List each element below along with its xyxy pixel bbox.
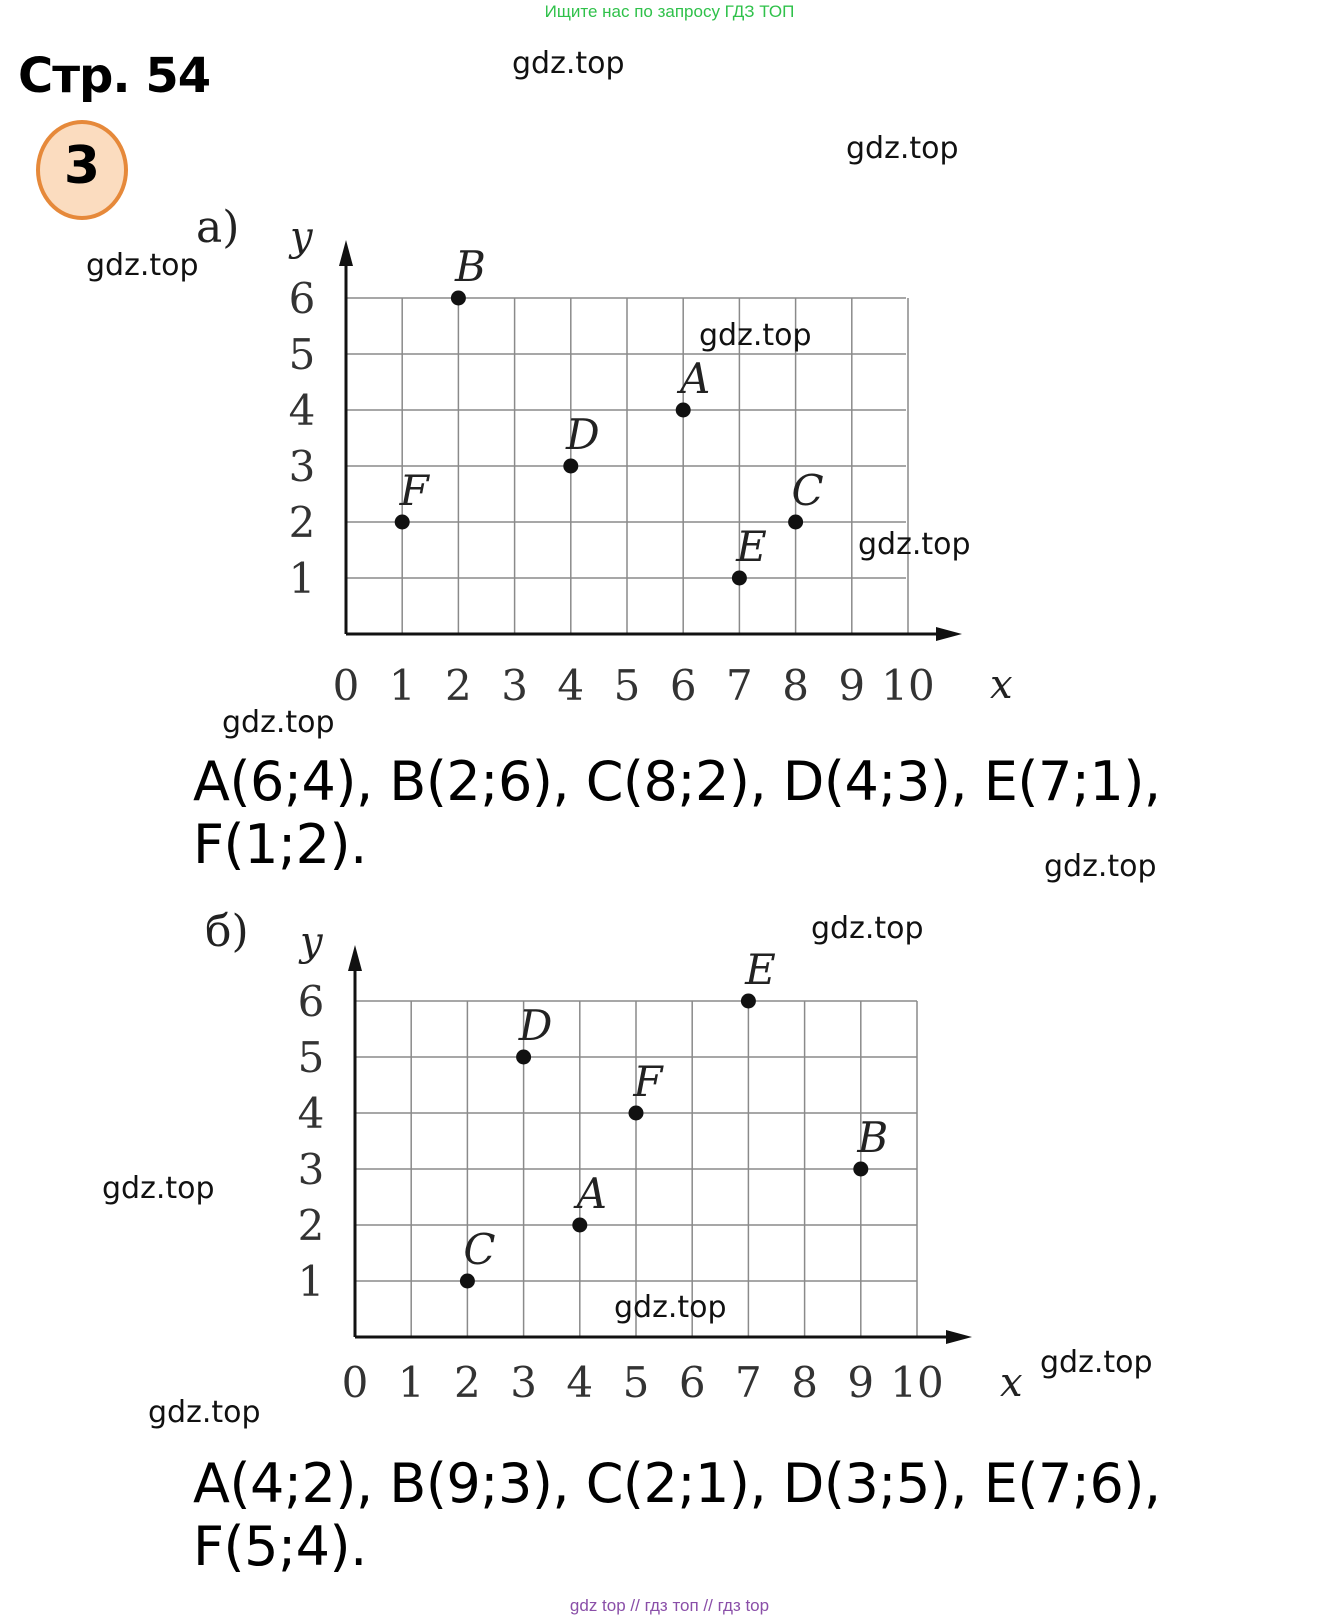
x-tick-label: 8 <box>782 661 809 710</box>
answer-a: A(6;4), B(2;6), C(8;2), D(4;3), E(7;1), F(1;2). <box>193 750 1161 876</box>
page-title: Стр. 54 <box>18 48 211 104</box>
x-tick-label: 4 <box>557 661 585 710</box>
point-label-f: F <box>633 1057 663 1106</box>
watermark: gdz.top <box>811 911 924 946</box>
point-label-b: B <box>857 1113 889 1162</box>
watermark: gdz.top <box>1044 849 1157 884</box>
y-tick-label: 6 <box>288 274 316 323</box>
x-tick-label: 1 <box>397 1358 425 1407</box>
x-tick-label: 7 <box>735 1358 762 1407</box>
x-tick-label: 1 <box>388 661 416 710</box>
watermark: gdz.top <box>512 46 625 81</box>
point-label-e: E <box>736 522 767 571</box>
x-tick-label: 6 <box>678 1358 706 1407</box>
y-tick-label: 1 <box>288 554 316 603</box>
point-b <box>451 291 466 306</box>
x-tick-label: 9 <box>838 661 866 710</box>
x-axis-arrow <box>946 1330 972 1344</box>
chart-part-label: а) <box>196 202 240 253</box>
y-tick-label: 5 <box>288 330 316 379</box>
point-e <box>741 994 756 1009</box>
x-tick-label: 2 <box>454 1358 481 1407</box>
watermark: gdz.top <box>858 527 971 562</box>
point-label-c: C <box>463 1225 496 1274</box>
point-label-a: A <box>680 354 711 403</box>
chart-part-label: б) <box>205 906 249 957</box>
x-tick-label: 5 <box>613 661 641 710</box>
point-b <box>853 1162 868 1177</box>
x-tick-label: 7 <box>726 661 753 710</box>
y-tick-label: 6 <box>297 977 325 1026</box>
watermark: gdz.top <box>699 318 812 353</box>
x-tick-label: 3 <box>501 661 528 710</box>
y-axis-label: y <box>290 214 313 260</box>
answer-b: A(4;2), B(9;3), C(2;1), D(3;5), E(7;6), F(5;4). <box>193 1452 1161 1578</box>
watermark: gdz.top <box>1040 1345 1153 1380</box>
y-axis-arrow <box>348 945 362 971</box>
top-banner: Ищите нас по запросу ГДЗ ТОП <box>544 2 795 21</box>
watermark: gdz.top <box>148 1395 261 1430</box>
watermark: gdz.top <box>222 705 335 740</box>
watermark: gdz.top <box>846 131 959 166</box>
point-label-e: E <box>745 945 776 994</box>
point-label-b: B <box>454 242 486 291</box>
y-axis-arrow <box>339 240 353 266</box>
point-label-a: A <box>576 1169 607 1218</box>
watermark: gdz.top <box>614 1290 727 1325</box>
x-tick-label: 10 <box>881 661 935 710</box>
watermark: gdz.top <box>102 1171 215 1206</box>
x-tick-label: 3 <box>510 1358 537 1407</box>
y-tick-label: 4 <box>288 386 316 435</box>
x-tick-label: 9 <box>847 1358 875 1407</box>
point-label-f: F <box>399 466 429 515</box>
y-tick-label: 3 <box>297 1145 325 1194</box>
y-tick-label: 4 <box>297 1089 325 1138</box>
x-axis-arrow <box>936 627 962 641</box>
y-tick-label: 3 <box>288 442 316 491</box>
x-tick-label: 6 <box>669 661 697 710</box>
watermark: gdz.top <box>86 248 199 283</box>
point-a <box>676 403 691 418</box>
point-f <box>395 515 410 530</box>
y-tick-label: 5 <box>297 1033 325 1082</box>
task-number: 3 <box>63 136 101 196</box>
point-d <box>563 459 578 474</box>
x-tick-label: 10 <box>890 1358 944 1407</box>
point-c <box>460 1274 475 1289</box>
x-tick-label: 8 <box>791 1358 818 1407</box>
x-tick-label: 2 <box>445 661 472 710</box>
footer: gdz top // гдз топ // гдз top <box>569 1596 770 1615</box>
point-label-d: D <box>565 410 600 459</box>
point-a <box>572 1218 587 1233</box>
x-tick-label: 5 <box>622 1358 650 1407</box>
point-e <box>732 571 747 586</box>
x-tick-label: 0 <box>341 1358 369 1407</box>
x-axis-label: x <box>1000 1360 1023 1406</box>
point-d <box>516 1050 531 1065</box>
point-f <box>629 1106 644 1121</box>
point-c <box>788 515 803 530</box>
y-tick-label: 2 <box>288 498 316 547</box>
y-tick-label: 1 <box>297 1257 325 1306</box>
x-axis-label: x <box>990 662 1013 708</box>
x-tick-label: 0 <box>332 661 360 710</box>
x-tick-label: 4 <box>566 1358 594 1407</box>
y-axis-label: y <box>300 919 323 965</box>
y-tick-label: 2 <box>297 1201 325 1250</box>
point-label-d: D <box>518 1001 553 1050</box>
point-label-c: C <box>791 466 824 515</box>
